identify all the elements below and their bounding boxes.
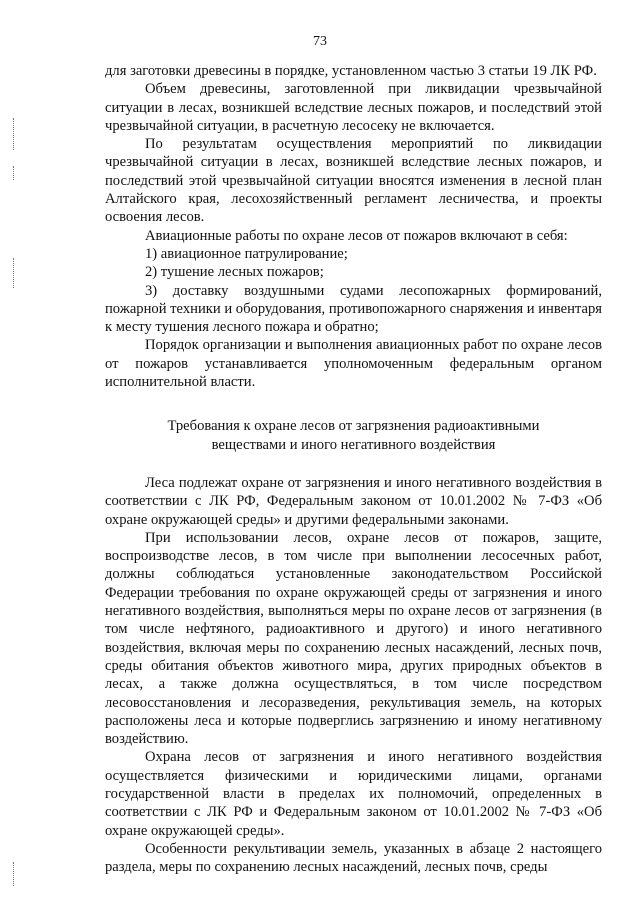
paragraph: Охрана лесов от загрязнения и иного негативного воздействия осуществляется физическими и юридическими лицами, органами государственной власти в пределах их полномочий, определенных в соответствии с ЛК РФ и Федеральным законом от 10.01.2002 № 7-ФЗ «Об охране окружающей среды». (105, 749, 602, 839)
margin-binding-mark (13, 862, 15, 886)
paragraph: для заготовки древесины в порядке, установленном частью 3 статьи 19 ЛК РФ. (105, 63, 597, 79)
paragraph: Объем древесины, заготовленной при ликвидации чрезвычайной ситуации в лесах, возникшей вследствие лесных пожаров, и последствий этой чрезвычайной ситуации, в расчетную лесосеку не включается. (105, 81, 602, 134)
section-heading-line: Требования к охране лесов от загрязнения радиоактивными (167, 418, 540, 435)
page-number: 73 (313, 34, 327, 49)
section-heading-line: веществами и иного негативного воздействия (211, 436, 496, 453)
paragraph: Авиационные работы по охране лесов от пожаров включают в себя: (145, 227, 568, 244)
margin-binding-mark (13, 258, 15, 288)
paragraph: При использовании лесов, охране лесов от пожаров, защите, воспроизводстве лесов, в том числе при выполнении лесосечных работ, должны соблюдаться установленные законодательством Российской Федерации требования по охране окружающей среды от загрязнения и иного негативного воздействия, выполняться меры по охране лесов от загрязнения (в том числе нефтяного, радиоактивного и другого) и иного негативного воздействия, включая меры по сохранению лесных насаждений, лесных почв, среды обитания объектов животного мира, других природных объектов в лесах, а также должна осуществляться, в том числе посредством лесовосстановления и лесоразведения, рекультивация земель, на которых расположены леса и которые подверглись загрязнению и иному негативному воздействию. (105, 529, 602, 748)
paragraph: По результатам осуществления мероприятий по ликвидации чрезвычайной ситуации в лесах, возникшей вследствие лесных пожаров, и последствий этой чрезвычайной ситуации вносятся изменения в лесной план Алтайского края, лесохозяйственный регламент лесничества, и проекты освоения лесов. (105, 136, 602, 226)
margin-binding-mark (13, 166, 15, 180)
section-heading (105, 417, 602, 454)
document-body (105, 62, 602, 876)
list-item: 3) доставку воздушными судами лесопожарных формирований, пожарной техники и оборудования, противопожарного снаряжения и инвентаря к месту тушения лесного пожара и обратно; (105, 282, 602, 336)
margin-binding-mark (13, 118, 15, 150)
paragraph: Леса подлежат охране от загрязнения и иного негативного воздействия в соответствии с ЛК РФ, Федеральным законом от 10.01.2002 № 7-ФЗ «Об охране окружающей среды» и другими федеральными законами. (105, 474, 602, 528)
list-item: 2) тушение лесных пожаров; (145, 264, 324, 281)
list-item: 1) авиационное патрулирование; (145, 245, 348, 262)
paragraph: Особенности рекультивации земель, указанных в абзаце 2 настоящего раздела, меры по сохранению лесных насаждений, лесных почв, среды (105, 840, 602, 876)
paragraph: Порядок организации и выполнения авиационных работ по охране лесов от пожаров устанавливается уполномоченным федеральным органом исполнительной власти. (105, 337, 602, 391)
